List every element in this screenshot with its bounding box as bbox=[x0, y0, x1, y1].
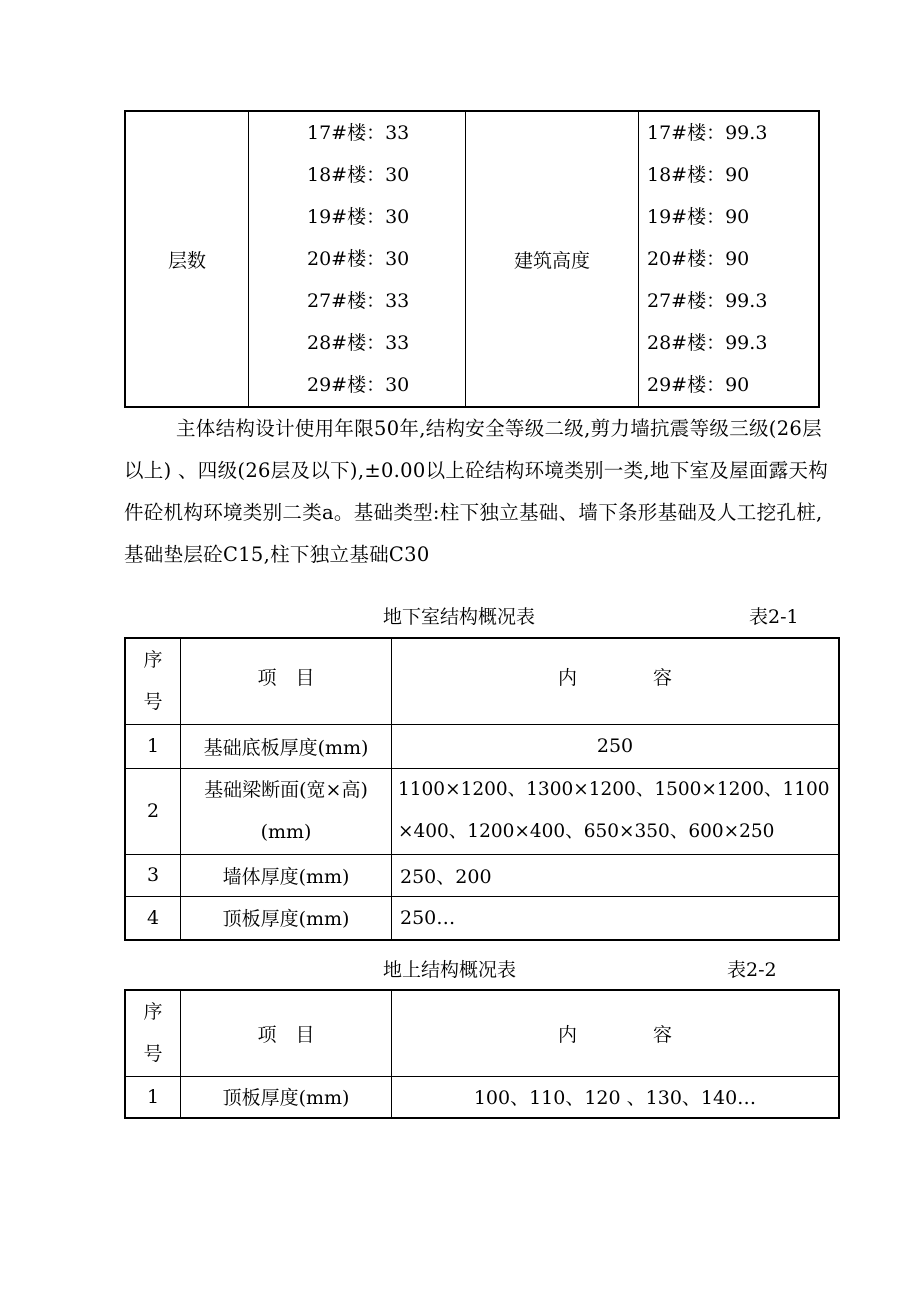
row-seq: 1 bbox=[125, 1076, 181, 1118]
row-seq: 4 bbox=[125, 896, 181, 940]
table-above-title: 地上结构概况表 bbox=[383, 959, 517, 981]
row-item: 顶板厚度(mm) bbox=[181, 896, 392, 940]
header-seq: 序 号 bbox=[125, 990, 181, 1076]
list-item: 27#楼：33 bbox=[307, 290, 410, 312]
list-item: 18#楼：90 bbox=[647, 164, 750, 186]
header-item: 项 目 bbox=[181, 990, 392, 1076]
list-item: 27#楼：99.3 bbox=[647, 290, 768, 312]
list-item: 19#楼：30 bbox=[307, 206, 410, 228]
row-seq: 1 bbox=[125, 724, 181, 768]
list-item: 20#楼：30 bbox=[307, 248, 410, 270]
list-item: 20#楼：90 bbox=[647, 248, 750, 270]
row-content: 250 bbox=[392, 724, 840, 768]
table-row bbox=[125, 724, 839, 768]
table-row bbox=[125, 768, 839, 854]
basement-structure-table bbox=[124, 637, 840, 941]
floors-height-table bbox=[124, 110, 820, 408]
row-content: 1100×1200、1300×1200、1500×1200、1100 ×400、1200×400、650×350、600×250 bbox=[392, 768, 840, 854]
list-item: 29#楼：90 bbox=[647, 374, 750, 396]
row-content: 100、110、120 、130、140… bbox=[392, 1076, 840, 1118]
header-content: 内 容 bbox=[392, 638, 840, 724]
row-item: 墙体厚度(mm) bbox=[181, 854, 392, 896]
row-content: 250、200 bbox=[392, 854, 840, 896]
table-row bbox=[125, 896, 839, 940]
list-item: 19#楼：90 bbox=[647, 206, 750, 228]
header-seq: 序 号 bbox=[125, 638, 181, 724]
structure-description bbox=[124, 408, 836, 576]
list-item: 28#楼：33 bbox=[307, 332, 410, 354]
list-item: 18#楼：30 bbox=[307, 164, 410, 186]
table-row bbox=[125, 854, 839, 896]
table-row bbox=[125, 1076, 839, 1118]
above-ground-structure-table bbox=[124, 989, 840, 1119]
list-item: 28#楼：99.3 bbox=[647, 332, 768, 354]
row-item: 基础梁断面(宽×高) (mm) bbox=[181, 768, 392, 854]
table-basement-number: 表2-1 bbox=[749, 606, 799, 628]
row-item: 顶板厚度(mm) bbox=[181, 1076, 392, 1118]
list-item: 17#楼：33 bbox=[307, 122, 410, 144]
list-item: 29#楼：30 bbox=[307, 374, 410, 396]
table-above-number: 表2-2 bbox=[727, 959, 777, 981]
list-item: 17#楼：99.3 bbox=[647, 122, 768, 144]
row-seq: 3 bbox=[125, 854, 181, 896]
row-item: 基础底板厚度(mm) bbox=[181, 724, 392, 768]
paragraph-text: 主体结构设计使用年限50年,结构安全等级二级,剪力墙抗震等级三级(26层以上) 、四级(26层及以下),±0.00以上砼结构环境类别一类,地下室及屋面露天构件砼机构环境类别二类a。基础类型:柱下独立基础、墙下条形基础及人工挖孔桩,基础垫层砼C15,柱下独立基础C30 bbox=[124, 417, 829, 566]
table-basement-title: 地下室结构概况表 bbox=[383, 606, 536, 628]
floors-list bbox=[249, 111, 466, 407]
heights-list bbox=[639, 111, 820, 407]
row-seq: 2 bbox=[125, 768, 181, 854]
row-content: 250… bbox=[392, 896, 840, 940]
header-content: 内 容 bbox=[392, 990, 840, 1076]
header-item: 项 目 bbox=[181, 638, 392, 724]
floors-label: 层数 bbox=[125, 111, 249, 407]
height-label: 建筑高度 bbox=[466, 111, 639, 407]
